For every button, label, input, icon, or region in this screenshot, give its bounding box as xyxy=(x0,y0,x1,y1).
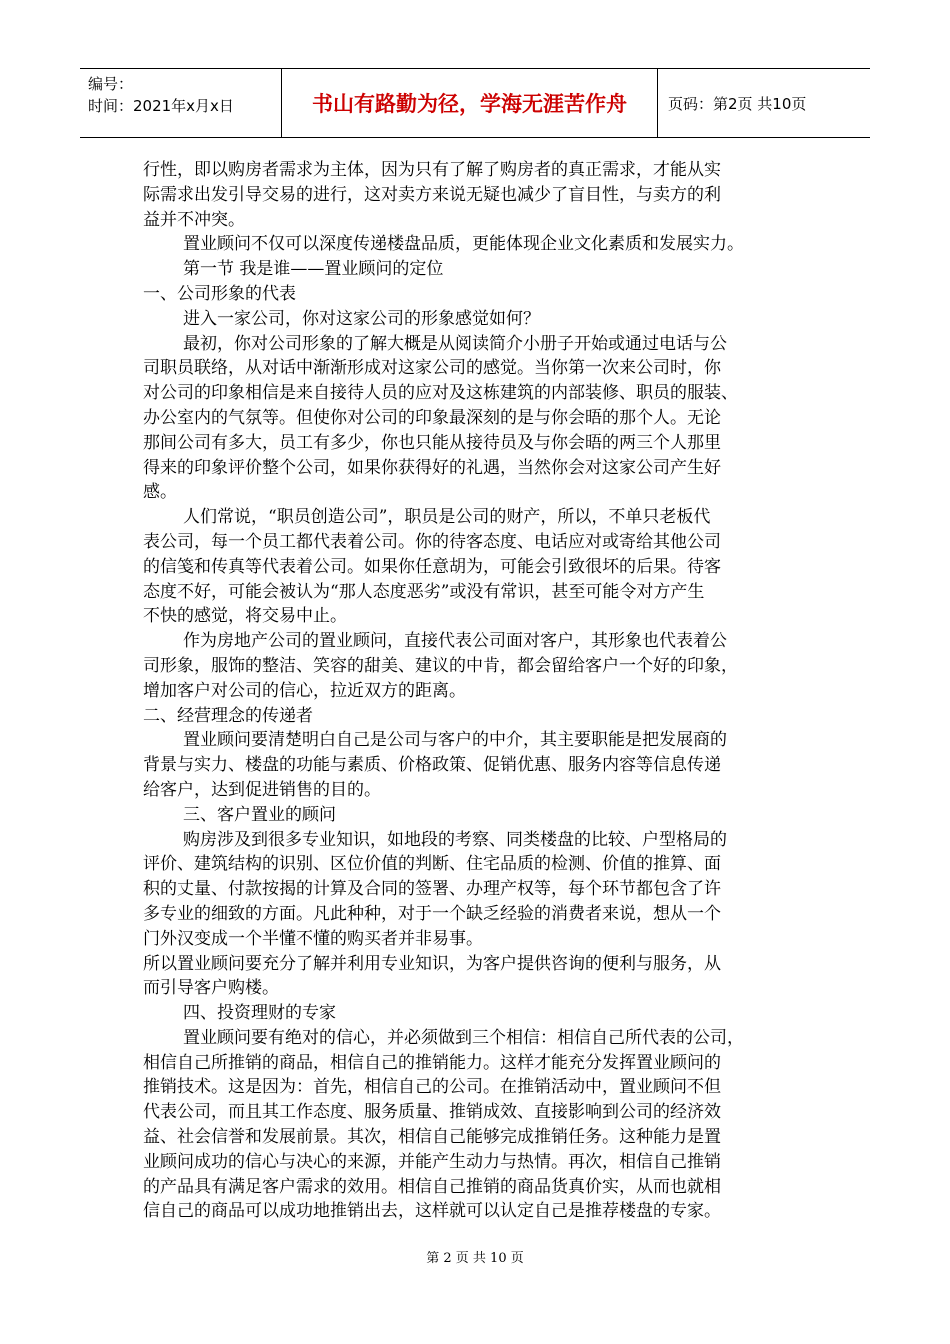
body-text-line: 所以置业顾问要充分了解并利用专业知识，为客户提供咨询的便利与服务，从 xyxy=(143,953,721,974)
body-text-line: 那间公司有多大，员工有多少，你也只能从接待员及与你会晤的两三个人那里 xyxy=(143,432,721,453)
body-text-line: 增加客户对公司的信心，拉近双方的距离。 xyxy=(143,680,466,701)
body-text-line: 的产品具有满足客户需求的效用。相信自己推销的商品货真价实，从而也就相 xyxy=(143,1176,721,1197)
body-text-line: 购房涉及到很多专业知识，如地段的考察、同类楼盘的比较、户型格局的 xyxy=(183,829,727,850)
document-number-label: 编号： xyxy=(88,75,134,93)
document-body xyxy=(143,158,807,1224)
body-text-line: 给客户，达到促进销售的目的。 xyxy=(143,779,381,800)
body-text-line: 感。 xyxy=(143,482,177,503)
body-text-line: 司职员联络，从对话中渐渐形成对这家公司的感觉。当你第一次来公司时，你 xyxy=(143,358,721,379)
body-text-line: 益并不冲突。 xyxy=(143,209,245,230)
body-text-line: 置业顾问要清楚明白自己是公司与客户的中介，其主要职能是把发展商的 xyxy=(183,730,727,751)
body-text-line: 办公室内的气氛等。但使你对公司的印象最深刻的是与你会晤的那个人。无论 xyxy=(143,407,721,428)
body-text-line: 而引导客户购楼。 xyxy=(143,978,279,999)
body-text-line: 最初，你对公司形象的了解大概是从阅读简介小册子开始或通过电话与公 xyxy=(183,333,727,354)
body-text-line: 不快的感觉，将交易中止。 xyxy=(143,606,347,627)
body-text-line: 态度不好，可能会被认为“那人态度恶劣”或没有常识，甚至可能令对方产生 xyxy=(143,581,705,602)
body-text-line: 推销技术。这是因为：首先，相信自己的公司。在推销活动中，置业顾问不但 xyxy=(143,1077,721,1098)
body-text-line: 行性，即以购房者需求为主体，因为只有了解了购房者的真正需求，才能从实 xyxy=(143,160,721,180)
document-header xyxy=(80,68,870,138)
body-text-line: 业顾问成功的信心与决心的来源，并能产生动力与热情。再次，相信自己推销 xyxy=(143,1151,721,1172)
body-text-line: 一、公司形象的代表 xyxy=(143,283,296,304)
body-text-line: 置业顾问不仅可以深度传递楼盘品质，更能体现企业文化素质和发展实力。 xyxy=(183,234,744,255)
header-page-indicator: 页码：第2页 共10页 xyxy=(668,94,807,113)
body-text-line: 代表公司，而且其工作态度、服务质量、推销成效、直接影响到公司的经济效 xyxy=(143,1102,721,1123)
body-text-line: 四、投资理财的专家 xyxy=(183,1003,336,1024)
body-text-line: 表公司，每一个员工都代表着公司。你的待客态度、电话应对或寄给其他公司 xyxy=(143,531,721,552)
body-text-line: 评价、建筑结构的识别、区位价值的判断、住宅品质的检测、价值的推算、面 xyxy=(143,854,721,875)
body-text-line: 三、客户置业的顾问 xyxy=(183,804,336,825)
body-text-line: 置业顾问要有绝对的信心，并必须做到三个相信：相信自己所代表的公司， xyxy=(183,1027,744,1048)
body-text-line: 背景与实力、楼盘的功能与素质、价格政策、促销优惠、服务内容等信息传递 xyxy=(143,755,721,776)
body-text-line: 信自己的商品可以成功地推销出去，这样就可以认定自己是推荐楼盘的专家。 xyxy=(143,1201,721,1222)
header-motto: 书山有路勤为径，学海无涯苦作舟 xyxy=(282,69,658,137)
body-text-line: 进入一家公司，你对这家公司的形象感觉如何？ xyxy=(183,308,540,329)
body-text-line: 司形象，服饰的整洁、笑容的甜美、建议的中肯，都会留给客户一个好的印象， xyxy=(143,655,738,676)
body-text-line: 相信自己所推销的商品，相信自己的推销能力。这样才能充分发挥置业顾问的 xyxy=(143,1052,721,1073)
page-footer: 第 2 页 共 10 页 xyxy=(426,1251,524,1266)
body-text-line: 的信笺和传真等代表着公司。如果你任意胡为，可能会引致很坏的后果。待客 xyxy=(143,556,721,577)
body-text-line: 人们常说，“职员创造公司”，职员是公司的财产，所以，不单只老板代 xyxy=(183,507,711,528)
body-text-line: 积的丈量、付款按揭的计算及合同的签署、办理产权等，每个环节都包含了许 xyxy=(143,879,721,900)
body-text-line: 对公司的印象相信是来自接待人员的应对及这栋建筑的内部装修、职员的服装、 xyxy=(143,383,738,404)
body-text-line: 际需求出发引导交易的进行，这对卖方来说无疑也减少了盲目性，与卖方的利 xyxy=(143,184,721,205)
body-text-line: 作为房地产公司的置业顾问，直接代表公司面对客户，其形象也代表着公 xyxy=(183,631,727,652)
body-text-line: 第一节 我是谁——置业顾问的定位 xyxy=(183,259,444,280)
body-text-line: 益、社会信誉和发展前景。其次，相信自己能够完成推销任务。这种能力是置 xyxy=(143,1127,721,1148)
body-text-line: 多专业的细致的方面。凡此种种，对于一个缺乏经验的消费者来说，想从一个 xyxy=(143,903,721,924)
body-text-line: 二、经营理念的传递者 xyxy=(143,705,313,726)
body-text-line: 门外汉变成一个半懂不懂的购买者并非易事。 xyxy=(143,928,483,949)
header-info-cell xyxy=(80,69,282,137)
document-date-label: 时间：2021年x月x日 xyxy=(88,97,234,115)
body-text-line: 得来的印象评价整个公司，如果你获得好的礼遇，当然你会对这家公司产生好 xyxy=(143,457,721,478)
